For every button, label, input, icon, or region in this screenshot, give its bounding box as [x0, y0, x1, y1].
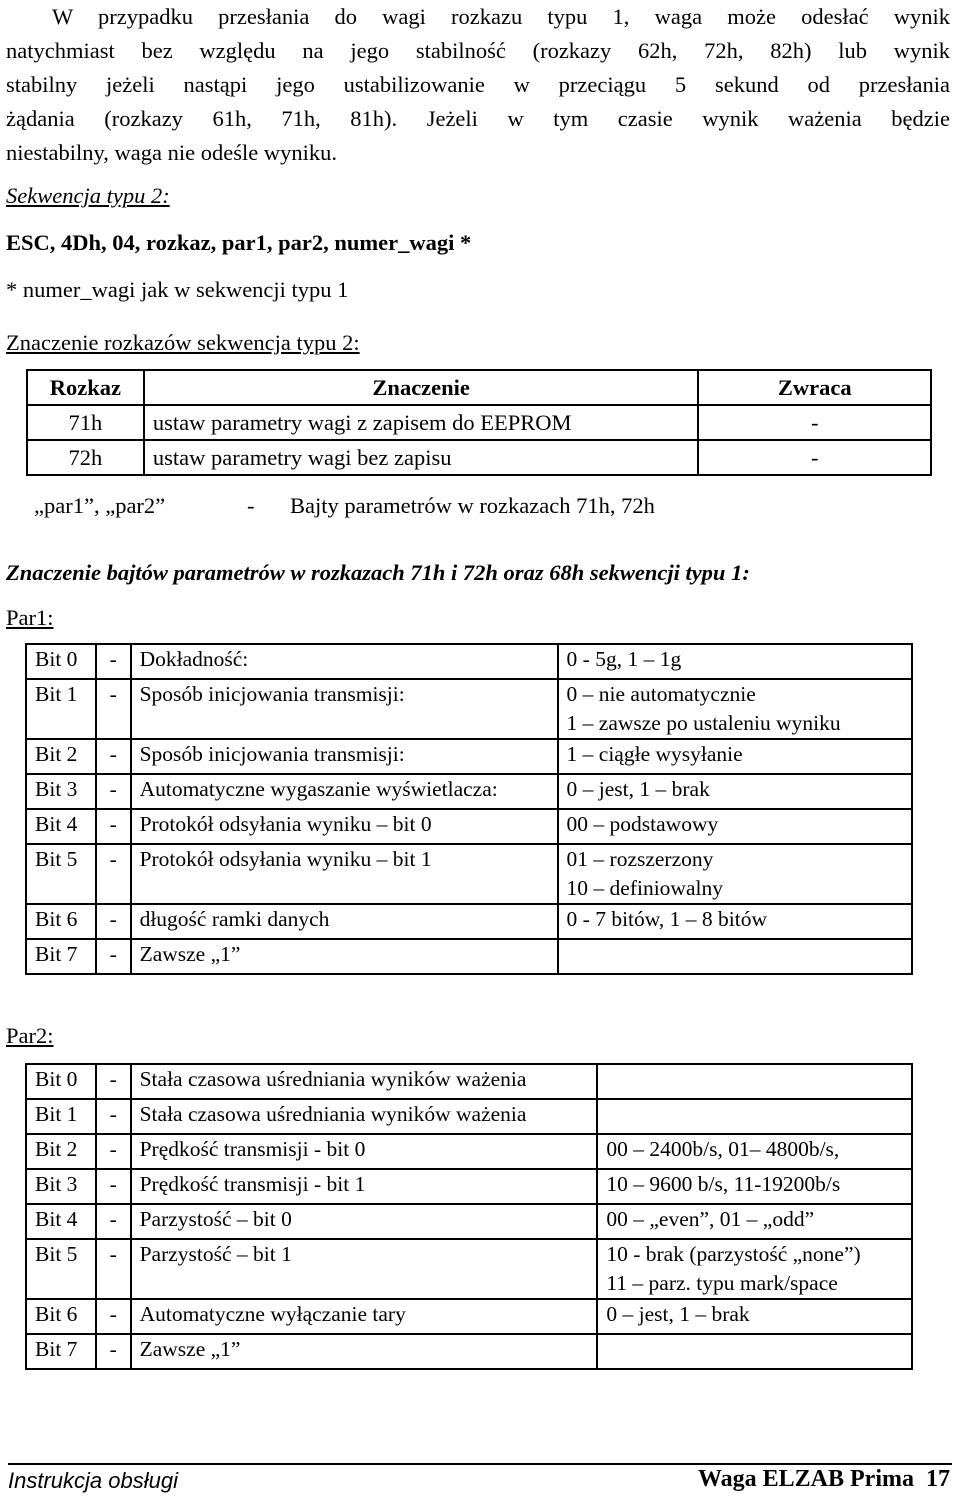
table-cell: - [698, 440, 931, 475]
bit-description: Protokół odsyłania wyniku – bit 1 [131, 844, 558, 904]
table-row [26, 1169, 912, 1204]
params-note-dash: - [247, 493, 255, 518]
bit-description: Automatyczne wyłączanie tary [131, 1299, 598, 1334]
par1-table [25, 643, 913, 975]
table-row [26, 1299, 912, 1334]
bit-value-line: 1 – zawsze po ustaleniu wyniku [566, 711, 841, 735]
bit-label: Bit 1 [26, 1099, 96, 1134]
bit-dash: - [96, 679, 131, 739]
intro-line: żądania (rozkazy 61h, 71h, 81h). Jeżeli w tym czasie wynik ważenia będzie [6, 106, 950, 131]
table-row [26, 1134, 912, 1169]
table-row [27, 440, 931, 475]
bit-description: Prędkość transmisji - bit 0 [131, 1134, 598, 1169]
bit-label: Bit 4 [26, 1204, 96, 1239]
bit-dash: - [96, 1239, 131, 1299]
bit-description: Stała czasowa uśredniania wyników ważenia [131, 1064, 598, 1099]
bit-value: 0 - 5g, 1 – 1g [558, 644, 912, 679]
bit-label: Bit 3 [26, 774, 96, 809]
bit-dash: - [96, 904, 131, 939]
params-note-left: „par1”, „par2” [34, 493, 166, 518]
bit-dash: - [96, 1169, 131, 1204]
bit-value: 10 – 9600 b/s, 11-19200b/s [597, 1169, 912, 1204]
bit-dash: - [96, 1204, 131, 1239]
table-row [26, 904, 912, 939]
bit-label: Bit 2 [26, 739, 96, 774]
intro-line: W przypadku przesłania do wagi rozkazu typu 1, waga może odesłać wynik [52, 4, 950, 29]
bit-value [597, 1064, 912, 1099]
bit-label: Bit 6 [26, 1299, 96, 1334]
bit-dash: - [96, 1299, 131, 1334]
table-row [26, 939, 912, 974]
par1-label: Par1: [6, 605, 54, 630]
table-row [26, 1239, 912, 1299]
bytes-heading: Znaczenie bajtów parametrów w rozkazach 71h i 72h oraz 68h sekwencji typu 1: [6, 560, 750, 585]
bit-label: Bit 3 [26, 1169, 96, 1204]
bit-value-line: 0 – nie automatycznie [566, 682, 756, 706]
bit-dash: - [96, 939, 131, 974]
intro-line: natychmiast bez względu na jego stabilność (rozkazy 62h, 72h, 82h) lub wynik [6, 38, 950, 63]
bit-value-line: 01 – rozszerzony [566, 847, 714, 871]
table-row [26, 1099, 912, 1134]
bit-dash: - [96, 809, 131, 844]
commands-table [26, 369, 932, 476]
bit-description: Stała czasowa uśredniania wyników ważenia [131, 1099, 598, 1134]
bit-description: Sposób inicjowania transmisji: [131, 679, 558, 739]
bit-value [597, 1239, 912, 1299]
bit-description: Prędkość transmisji - bit 1 [131, 1169, 598, 1204]
bit-value [558, 939, 912, 974]
bit-value: 00 – podstawowy [558, 809, 912, 844]
bit-value: 0 – jest, 1 – brak [558, 774, 912, 809]
table-row [26, 679, 912, 739]
column-header: Zwraca [698, 370, 931, 405]
column-header: Rozkaz [27, 370, 144, 405]
bit-value: 0 - 7 bitów, 1 – 8 bitów [558, 904, 912, 939]
table-cell: ustaw parametry wagi z zapisem do EEPROM [144, 405, 699, 440]
bit-dash: - [96, 1334, 131, 1369]
bit-value [558, 679, 912, 739]
bit-dash: - [96, 1099, 131, 1134]
table-row [26, 774, 912, 809]
footer-divider [8, 1463, 952, 1465]
params-note-right: Bajty parametrów w rozkazach 71h, 72h [290, 493, 655, 518]
bit-label: Bit 5 [26, 1239, 96, 1299]
bit-dash: - [96, 1064, 131, 1099]
table-row [26, 644, 912, 679]
bit-value: 0 – jest, 1 – brak [597, 1299, 912, 1334]
footer-page-label: Waga ELZAB Prima 17 [697, 1466, 950, 1492]
bit-dash: - [96, 739, 131, 774]
table-row [27, 405, 931, 440]
table-cell: ustaw parametry wagi bez zapisu [144, 440, 699, 475]
seq2-heading: Sekwencja typu 2: [6, 183, 170, 208]
table-row [26, 844, 912, 904]
bit-value [558, 844, 912, 904]
bit-label: Bit 2 [26, 1134, 96, 1169]
bit-value: 00 – „even”, 01 – „odd” [597, 1204, 912, 1239]
bit-description: Zawsze „1” [131, 1334, 598, 1369]
bit-description: długość ramki danych [131, 904, 558, 939]
seq2-note: * numer_wagi jak w sekwencji typu 1 [6, 277, 349, 302]
table-row [26, 739, 912, 774]
table-row [26, 1064, 912, 1099]
bit-label: Bit 0 [26, 644, 96, 679]
par2-table [25, 1063, 913, 1370]
table-cell: - [698, 405, 931, 440]
bit-label: Bit 7 [26, 1334, 96, 1369]
bit-dash: - [96, 644, 131, 679]
table-row [26, 1334, 912, 1369]
commands-meaning-heading: Znaczenie rozkazów sekwencja typu 2: [6, 330, 360, 355]
table-row [26, 809, 912, 844]
table-header-row [27, 370, 931, 405]
table-cell: 72h [27, 440, 144, 475]
intro-paragraph [6, 0, 950, 170]
bit-label: Bit 1 [26, 679, 96, 739]
bit-value-line: 11 – parz. typu mark/space [606, 1271, 838, 1295]
intro-line: stabilny jeżeli nastąpi jego ustabilizowanie w przeciągu 5 sekund od przesłania [6, 72, 950, 97]
intro-line: niestabilny, waga nie odeśle wyniku. [6, 140, 337, 165]
bit-dash: - [96, 844, 131, 904]
bit-dash: - [96, 1134, 131, 1169]
bit-description: Parzystość – bit 1 [131, 1239, 598, 1299]
par2-label: Par2: [6, 1023, 54, 1048]
bit-label: Bit 4 [26, 809, 96, 844]
bit-label: Bit 0 [26, 1064, 96, 1099]
bit-description: Dokładność: [131, 644, 558, 679]
bit-label: Bit 7 [26, 939, 96, 974]
table-cell: 71h [27, 405, 144, 440]
bit-value: 1 – ciągłe wysyłanie [558, 739, 912, 774]
seq2-format: ESC, 4Dh, 04, rozkaz, par1, par2, numer_wagi * [6, 230, 472, 255]
bit-value [597, 1334, 912, 1369]
bit-value-line: 10 - brak (parzystość „none”) [606, 1242, 861, 1266]
bit-value [597, 1099, 912, 1134]
bit-description: Sposób inicjowania transmisji: [131, 739, 558, 774]
bit-description: Protokół odsyłania wyniku – bit 0 [131, 809, 558, 844]
footer-left-text: Instrukcja obsługi [8, 1468, 178, 1493]
table-row [26, 1204, 912, 1239]
bit-label: Bit 5 [26, 844, 96, 904]
bit-label: Bit 6 [26, 904, 96, 939]
bit-description: Automatyczne wygaszanie wyświetlacza: [131, 774, 558, 809]
column-header: Znaczenie [144, 370, 699, 405]
bit-dash: - [96, 774, 131, 809]
bit-value-line: 10 – definiowalny [566, 876, 723, 900]
bit-description: Zawsze „1” [131, 939, 558, 974]
bit-description: Parzystość – bit 0 [131, 1204, 598, 1239]
bit-value: 00 – 2400b/s, 01– 4800b/s, [597, 1134, 912, 1169]
